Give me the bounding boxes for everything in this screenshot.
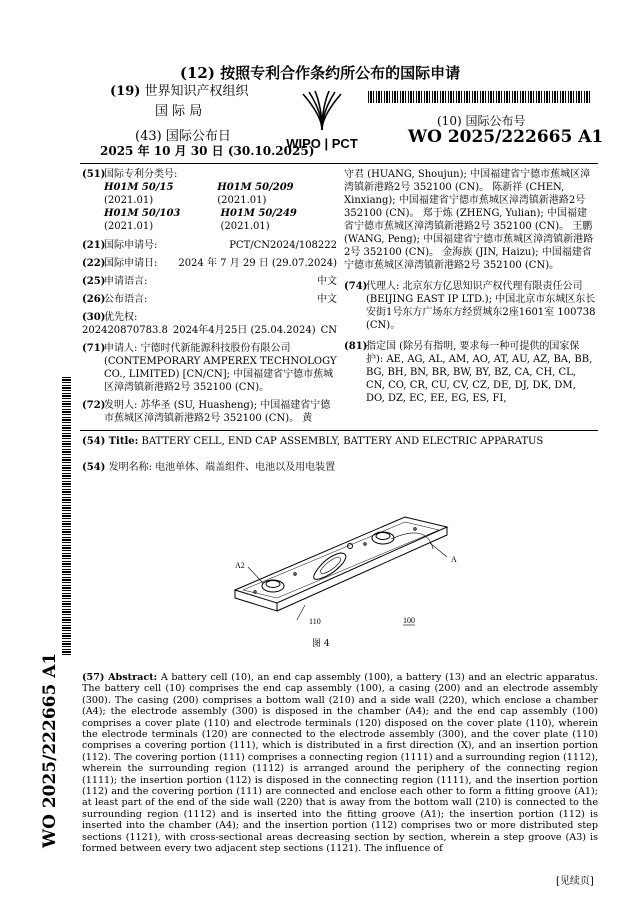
- ipc-ver: (2021.01): [104, 195, 154, 206]
- document-title: (12) 按照专利合作条约所公布的国际申请: [179, 64, 461, 82]
- ipc-code: H01M 50/15: [104, 182, 174, 193]
- agent: 代理人: 北京东方亿思知识产权代理有限责任公司 (BEIJING EAST IP LTD.); 中国北京市东城区东长安街1号东方广场东方经贸城东2座1601室 100738 (CN)。: [366, 281, 596, 331]
- priority-row: [82, 311, 337, 337]
- lang-row: [82, 275, 337, 288]
- states-num: (81): [344, 341, 368, 352]
- publang-row: [82, 293, 337, 306]
- org-tag: (19): [110, 84, 141, 99]
- lang-label: 申请语言:: [104, 276, 148, 287]
- appno-label: 国际申请号:: [104, 240, 158, 251]
- applicant: 申请人: 宁德时代新能源科技股份有限公司 (CONTEMPORARY AMPEREX TECHNOLOGY CO., LIMITED) [CN/CN]; 中国福建省宁德市蕉城区漳湾镇新港路2号 352100 (CN)。: [104, 343, 337, 393]
- ipc-ver: (2021.01): [104, 221, 154, 232]
- inventor-continued: 守君 (HUANG, Shoujun); 中国福建省宁德市蕉城区漳湾镇新港路2号 352100 (CN)。 陈新祥 (CHEN, Xinxiang); 中国福建省宁德市蕉城区漳湾镇新港路2号 352100 (CN)。 郑于炼 (ZHENG, Yulian); 中国福建省宁德市蕉城区漳湾镇新港路2号 352100 (CN)。 王鹏 (WANG, Peng); 中国福建省宁德市蕉城区漳湾镇新港路2号 352100 (CN)。 金海族 (JIN, Haizu); 中国福建省宁德市蕉城区漳湾镇新港路2号 352100 (CN)。: [344, 169, 594, 271]
- title-zh: [82, 458, 335, 473]
- end-cap-drawing: [215, 495, 465, 635]
- ipc-code: H01M 50/209: [217, 182, 294, 193]
- inventor-num: (72): [82, 400, 106, 411]
- leader-line: [248, 567, 263, 583]
- filedate-row: [82, 257, 337, 270]
- wipo-logo-icon: [275, 86, 370, 152]
- leader-line: [297, 605, 305, 620]
- appno-num: (21): [82, 240, 106, 251]
- ipc-line-1: [104, 181, 337, 207]
- ipc-label: 国际专利分类号:: [104, 169, 178, 180]
- publang: 中文: [317, 294, 337, 305]
- pubno: WO 2025/222665 A1: [408, 127, 604, 147]
- pubdate: 2025 年 10 月 30 日 (30.10.2025): [100, 144, 315, 158]
- filedate-num: (22): [82, 258, 106, 269]
- inventor: 发明人: 苏华圣 (SU, Huasheng); 中国福建省宁德市蕉城区漳湾镇新港路2号 352100 (CN)。 黄: [104, 400, 331, 424]
- divider: [80, 163, 598, 164]
- prio-no: 202420870783.8: [82, 325, 168, 336]
- abstract-num: (57): [82, 672, 105, 683]
- designated-states: 指定国 (除另有指明, 要求每一种可提供的国家保护): AE, AG, AL, AM, AO, AT, AU, AZ, BA, BB, BG, BH, BN, BR, BW, BY, BZ, CA, CH, CL, CN, CO, CR, CU, CV, CZ, DE, DJ, DK, DM, DO, DZ, EC, EE, EG, ES, FI,: [366, 341, 593, 404]
- ipc-line-2: [104, 207, 337, 233]
- wipo-org: [110, 84, 249, 99]
- logo-text: WIPO | PCT: [286, 136, 358, 151]
- abstract: [82, 672, 598, 855]
- ipc-code: H01M 50/103: [104, 208, 181, 219]
- applicant-num: (71): [82, 343, 106, 354]
- inventor-row: [82, 399, 337, 425]
- ipc-num: (51): [82, 169, 106, 180]
- pubno-label: (10) 国际公布号: [437, 114, 526, 128]
- filedate-label: 国际申请日:: [104, 258, 158, 269]
- label-a: A: [451, 555, 457, 564]
- continued-note: [见续页]: [556, 876, 594, 887]
- prio-label: 优先权:: [104, 312, 138, 323]
- label-110: 110: [309, 617, 321, 626]
- appno-row: [82, 239, 337, 252]
- states-row: [344, 340, 596, 405]
- appno: PCT/CN2024/108222: [229, 240, 337, 251]
- barcode-top: [368, 91, 590, 103]
- label-a2: A2: [235, 561, 245, 570]
- prio-num: (30): [82, 312, 106, 323]
- pubdate-label: (43) 国际公布日: [135, 129, 231, 144]
- prio-cc: CN: [320, 325, 337, 336]
- publang-label: 公布语言:: [104, 294, 148, 305]
- org-name: 世界知识产权组织: [144, 84, 249, 99]
- figure-caption: 图 4: [312, 639, 330, 649]
- divider: [80, 430, 598, 431]
- right-column: [344, 168, 596, 405]
- ipc-code: H01M 50/249: [220, 208, 297, 219]
- title-zh-num: (54): [82, 462, 106, 473]
- abstract-text: A battery cell (10), an end cap assembly (100), a battery (13) and an electric apparatus. The battery cell (10) comprises the end cap assembly (100), a casing (200) and an electrode assembly (300). The casing (200) comprises a bottom wall (210) and a side wall (220), which enclose a chamber (A4); the electrode assembly (300) is disposed in the chamber (A4); and the end cap assembly (100) comprises a cover plate (110) and electrode terminals (120) disposed on the cover plate (110), wherein the electrode terminals (120) are connected to the electrode assembly (300), and the cover plate (110) comprises a covering portion (111), which is distributed in a first direction (X), and an insertion portion (112). The covering portion (111) comprises a connecting region (1111) and a surrounding region (1112), wherein the surrounding region (1112) is arranged around the periphery of the connecting region (1111); the insertion portion (112) is disposed in the connecting region (1111), and the insertion portion (112) and the covering portion (111) are connected and enclose each other to form a fitting groove (A1); at least part of the end of the side wall (220) that is away from the bottom wall (210) is connected to the surrounding region (1112) and is inserted into the fitting groove (A1); the insertion portion (112) is inserted into the chamber (A4); and the insertion portion (112) comprises two or more distributed step sections (1121), with cross-sectional areas decreasing section by section, wherein a step groove (A3) is formed between every two adjacent step sections (1121). The influence of: [82, 672, 598, 855]
- ipc-ver: (2021.01): [217, 195, 267, 206]
- abstract-label: Abstract:: [108, 672, 158, 683]
- title-en-num: (54): [82, 436, 106, 447]
- title-en: [82, 436, 543, 447]
- side-pub-number: WO 2025/222665 A1: [40, 652, 60, 848]
- prio-date: 2024年4月25日 (25.04.2024): [172, 325, 316, 336]
- applicant-row: [82, 342, 337, 394]
- ipc-row: [82, 168, 337, 233]
- bureau: 国 际 局: [155, 104, 203, 119]
- publang-num: (26): [82, 294, 106, 305]
- title-en-label: Title:: [108, 436, 139, 447]
- side-barcode: [62, 375, 71, 655]
- ipc-ver: (2021.01): [220, 221, 270, 232]
- leader-line: [430, 543, 447, 557]
- lang: 中文: [317, 276, 337, 287]
- lang-num: (25): [82, 276, 106, 287]
- filedate: 2024 年 7 月 29 日 (29.07.2024): [178, 258, 337, 269]
- title-en-text: BATTERY CELL, END CAP ASSEMBLY, BATTERY AND ELECTRIC APPARATUS: [141, 436, 544, 447]
- agent-row: [344, 280, 596, 332]
- agent-num: (74): [344, 281, 368, 292]
- label-100: 100: [403, 616, 415, 625]
- left-column: [82, 168, 337, 425]
- title-zh-text: 发明名称: 电池单体、端盖组件、电池以及用电装置: [108, 462, 336, 473]
